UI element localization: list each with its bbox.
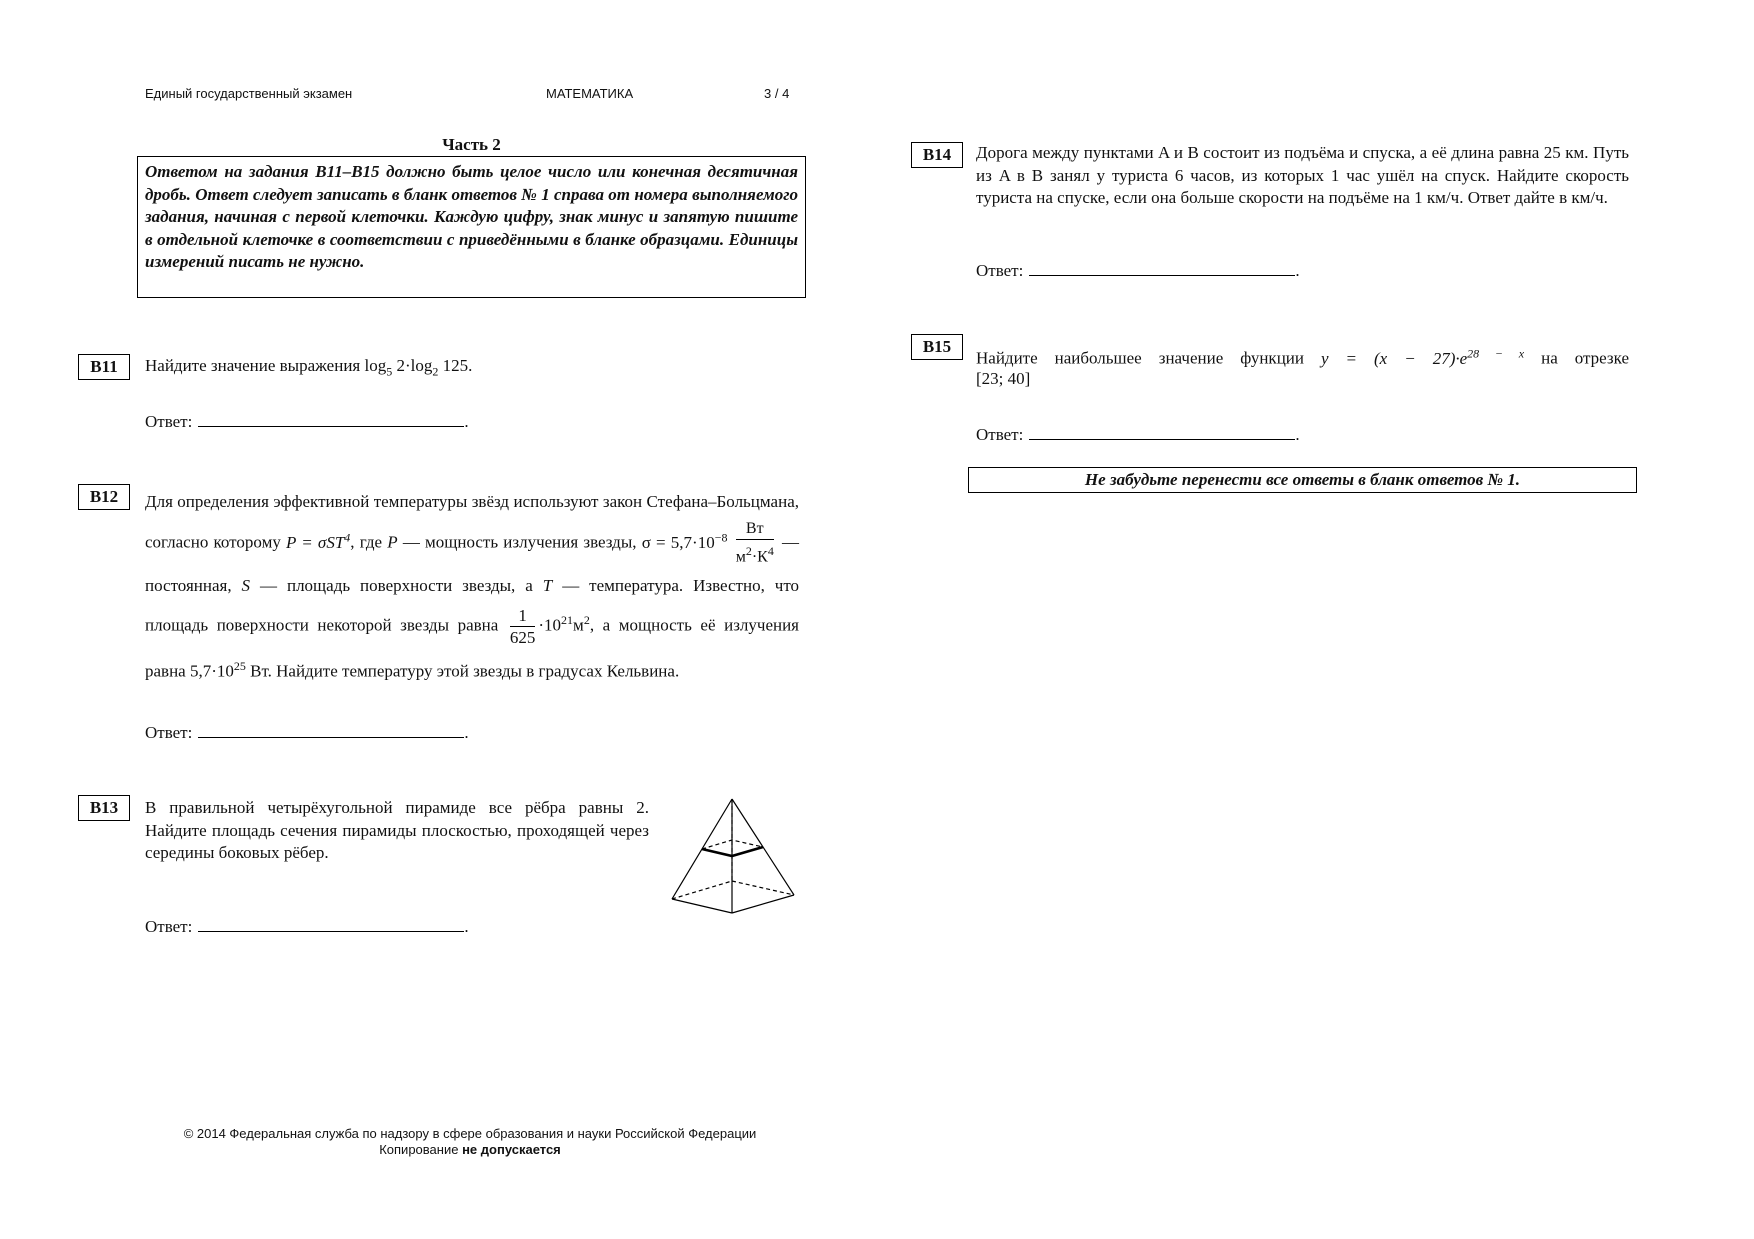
task-b14-answer-line[interactable] xyxy=(1029,257,1295,276)
task-b11-expression: $\log_5 2\cdot\log_2$ 125 xyxy=(364,356,469,379)
task-b11-text: Найдите значение выражения $\log_5 2\cdot\log_2$ 125. xyxy=(145,356,473,379)
task-b12-answer-line[interactable] xyxy=(198,719,464,738)
sigma-unit-fraction: $\frac{Вт}{м^2\cdot К^4}$ xyxy=(735,520,774,566)
reminder-box: Не забудьте перенести все ответы в бланк ответов № 1. xyxy=(968,467,1637,493)
part-title: Часть 2 xyxy=(442,135,501,154)
task-b11-answer: Ответ: . xyxy=(145,408,469,434)
sigma-constant: $\sigma = 5,7\cdot 10^{-8}$ xyxy=(641,529,728,552)
task-b12-text: Для определения эффективной температуры звёзд используют закон Стефана–Больцмана, согласно которому P = σST$^4$, где P — мощность излучения звезды, $\sigma = 5,7\cdot 10^{-8}$ $\frac{Вт}{м^2\cdot К^4}$ — постоянная, S — площадь поверхности звезды, а T — температура. Известно, что площадь поверхности некоторой звезды равна $\frac{1}{625}$ $\cdot 10^{21}м^2$, а мощность её излучения равна $5,7\cdot 10^{25}$ Вт. Найдите температуру этой звезды в градусах Кельвина. xyxy=(145,492,800,681)
task-b13-text: В правильной четырёхугольной пирамиде все рёбра равны 2. Найдите площадь сечения пирамиды плоскостью, проходящей через середины боковых рёбер. xyxy=(145,798,649,862)
task-b13-answer-line[interactable] xyxy=(198,913,464,932)
task-b13-label: B13 xyxy=(78,795,130,821)
area-fraction: $\frac{1}{625}$ xyxy=(509,605,536,647)
footer-copy-notice: Копирование не допускается xyxy=(379,1142,561,1157)
task-b15-label: B15 xyxy=(911,334,963,360)
task-b13-answer: Ответ: . xyxy=(145,913,469,939)
task-b15-text: Найдите наибольшее значение функции $y = (x - 27)\cdot e^{28 - x}$ на отрезке xyxy=(976,346,1630,368)
task-b12-label: B12 xyxy=(78,484,130,510)
task-b14-text: Дорога между пунктами A и B состоит из подъёма и спуска, а её длина равна 25 км. Путь из A в B занял у туриста 6 часов, из которых 1 час ушёл на спуск. Найдите скорость туриста на спуске, если она больше скорости на подъёме на 1 км/ч. Ответ дайте в км/ч. xyxy=(976,143,1629,207)
task-b11-label: B11 xyxy=(78,354,130,380)
header-exam-name: Единый государственный экзамен xyxy=(145,86,353,101)
instructions-box: Ответом на задания B11–B15 должно быть целое число или конечная десятичная дробь. Ответ следует записать в бланк ответов № 1 справа от номера выполняемого задания, начиная с первой клеточки. Каждую цифру, знак минус и запятую пишите в отдельной клеточке в соответствии с приведёнными в бланке образцами. Единицы измерений писать не нужно. xyxy=(137,156,806,298)
task-b11-answer-line[interactable] xyxy=(198,408,464,427)
task-b15-answer: Ответ: . xyxy=(976,421,1300,447)
task-b12-answer: Ответ: . xyxy=(145,719,469,745)
footer-copyright: © 2014 Федеральная служба по надзору в сфере образования и науки Российской Федерации xyxy=(183,1126,757,1141)
header-subject: МАТЕМАТИКА xyxy=(546,86,634,101)
stefan-boltzmann-formula: P = σST$^4$ xyxy=(286,529,351,552)
task-b14-answer: Ответ: . xyxy=(976,257,1300,283)
footer xyxy=(145,1126,795,1158)
task-b15-interval: [23; 40] xyxy=(976,369,1031,388)
pyramid-figure xyxy=(668,795,798,915)
task-b15-answer-line[interactable] xyxy=(1029,421,1295,440)
header-page-number: 3 / 4 xyxy=(764,86,790,101)
task-b15-function: $y = (x - 27)\cdot e^{28 - x}$ xyxy=(1321,346,1525,368)
task-b14-label: B14 xyxy=(911,142,963,168)
